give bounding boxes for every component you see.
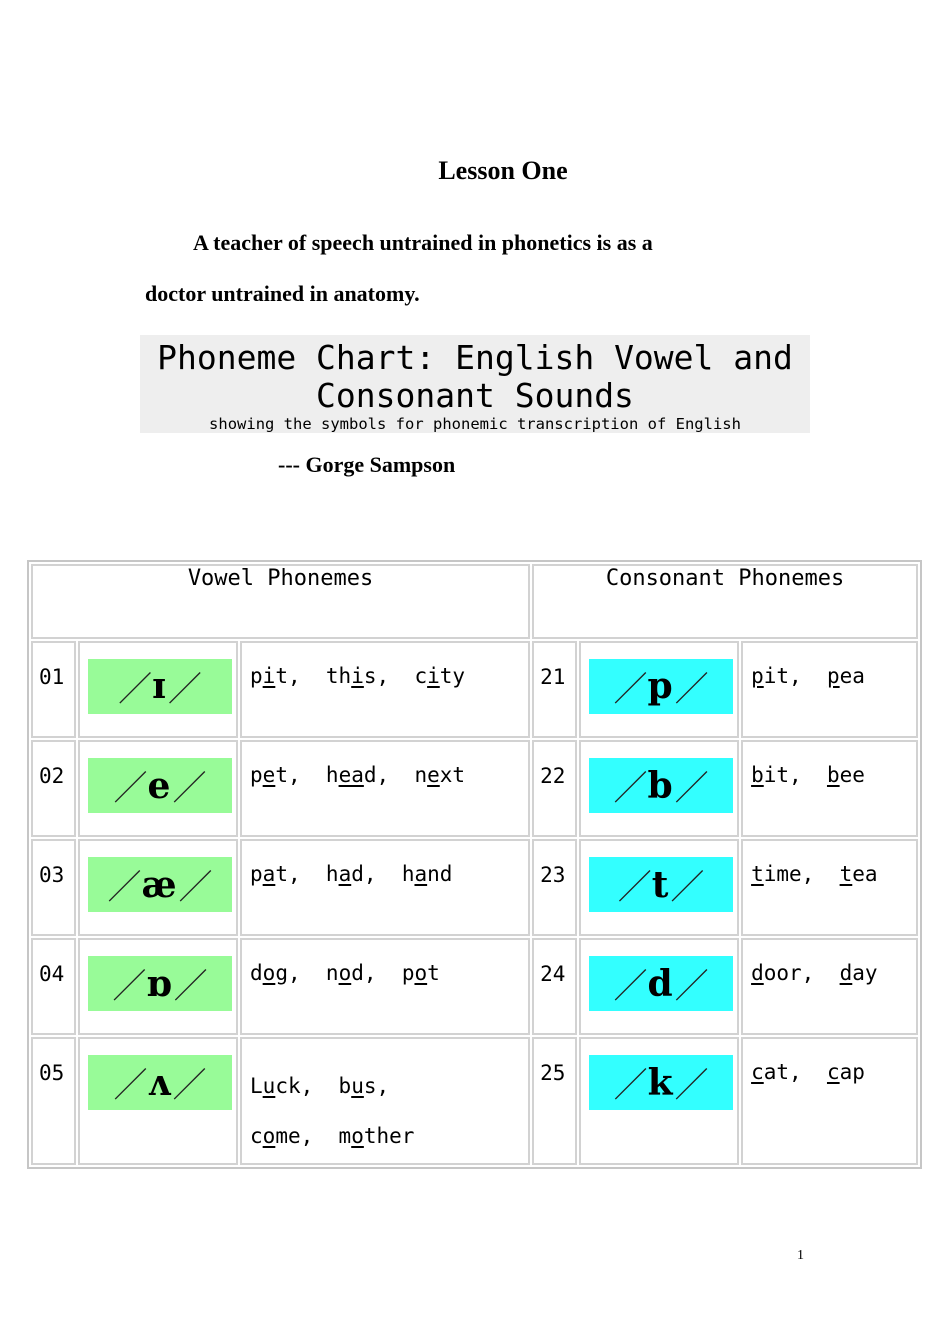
lesson-title: Lesson One xyxy=(438,156,568,185)
example-word: cat, xyxy=(751,1060,827,1085)
example-word: cap xyxy=(826,1060,865,1085)
example-word: pot xyxy=(401,961,440,986)
phoneme-table xyxy=(27,560,922,1169)
vowel-symbol: ／ æ ／ xyxy=(88,857,232,912)
consonant-examples xyxy=(741,1037,918,1165)
example-word: hand xyxy=(401,862,453,887)
consonant-number: 25 xyxy=(532,1037,577,1165)
example-word: tea xyxy=(839,862,878,887)
example-word: next xyxy=(414,763,466,788)
example-word: nod, xyxy=(325,961,402,986)
table-row xyxy=(31,1037,918,1165)
example-word: come, xyxy=(250,1124,339,1149)
table-row xyxy=(31,839,918,936)
example-word: bee xyxy=(826,763,865,788)
example-word: this, xyxy=(325,663,415,688)
example-word: pea xyxy=(826,663,865,688)
example-word: Luck, xyxy=(250,1074,339,1099)
vowel-number: 03 xyxy=(31,839,76,936)
example-word: mother xyxy=(338,1124,415,1149)
vowel-symbol: ／ ʌ ／ xyxy=(88,1055,232,1110)
vowel-symbol-cell xyxy=(78,938,238,1035)
table-row xyxy=(31,641,918,738)
example-word: pit, xyxy=(751,663,827,688)
banner-title-line-1: Phoneme Chart: English Vowel and xyxy=(157,338,793,377)
consonant-examples xyxy=(741,740,918,837)
example-word: had, xyxy=(325,862,402,887)
example-word: head, xyxy=(325,763,415,788)
consonant-number: 23 xyxy=(532,839,577,936)
vowel-number: 01 xyxy=(31,641,76,738)
consonant-symbol-cell xyxy=(579,740,739,837)
vowel-number: 04 xyxy=(31,938,76,1035)
vowel-examples xyxy=(240,1037,530,1165)
vowel-symbol-cell xyxy=(78,641,238,738)
consonant-symbol: ／ k ／ xyxy=(589,1055,733,1110)
consonant-examples xyxy=(741,641,918,738)
consonant-number: 21 xyxy=(532,641,577,738)
vowel-examples xyxy=(240,938,530,1035)
banner-title xyxy=(140,339,810,415)
consonant-header: Consonant Phonemes xyxy=(532,564,918,639)
example-word: time, xyxy=(751,862,840,887)
consonant-symbol: ／ d ／ xyxy=(589,956,733,1011)
example-word: pat, xyxy=(250,862,326,887)
example-word: door, xyxy=(751,961,840,986)
vowel-symbol-cell xyxy=(78,740,238,837)
vowel-header: Vowel Phonemes xyxy=(31,564,530,639)
example-word: dog, xyxy=(250,961,326,986)
quote-author: --- Gorge Sampson xyxy=(278,452,456,477)
example-word: pit, xyxy=(250,663,326,688)
consonant-number: 24 xyxy=(532,938,577,1035)
vowel-examples xyxy=(240,740,530,837)
banner-title-line-2: Consonant Sounds xyxy=(316,376,634,415)
example-word: day xyxy=(839,961,878,986)
vowel-number: 02 xyxy=(31,740,76,837)
consonant-examples xyxy=(741,839,918,936)
table-row xyxy=(31,938,918,1035)
quote-line-2: doctor untrained in anatomy. xyxy=(145,281,420,306)
consonant-examples xyxy=(741,938,918,1035)
page-number: 1 xyxy=(797,1248,804,1263)
chart-banner xyxy=(140,335,810,433)
consonant-symbol: ／ p ／ xyxy=(589,659,733,714)
consonant-symbol-cell xyxy=(579,641,739,738)
example-word: pet, xyxy=(250,763,326,788)
vowel-symbol: ／ e ／ xyxy=(88,758,232,813)
quote-line-1: A teacher of speech untrained in phonetics is as a xyxy=(193,230,653,255)
consonant-symbol-cell xyxy=(579,938,739,1035)
consonant-symbol: ／ b ／ xyxy=(589,758,733,813)
example-word: bus, xyxy=(338,1074,390,1099)
vowel-symbol: ／ ɪ ／ xyxy=(88,659,232,714)
vowel-symbol-cell xyxy=(78,839,238,936)
consonant-symbol-cell xyxy=(579,1037,739,1165)
example-word: city xyxy=(414,663,466,688)
consonant-symbol: ／ t ／ xyxy=(589,857,733,912)
vowel-examples xyxy=(240,641,530,738)
table-header-row xyxy=(31,564,918,639)
vowel-number: 05 xyxy=(31,1037,76,1165)
consonant-number: 22 xyxy=(532,740,577,837)
vowel-symbol-cell xyxy=(78,1037,238,1165)
vowel-symbol: ／ ɒ ／ xyxy=(88,956,232,1011)
table-row xyxy=(31,740,918,837)
example-word: bit, xyxy=(751,763,827,788)
banner-subtitle: showing the symbols for phonemic transcription of English xyxy=(209,415,741,433)
vowel-examples xyxy=(240,839,530,936)
consonant-symbol-cell xyxy=(579,839,739,936)
